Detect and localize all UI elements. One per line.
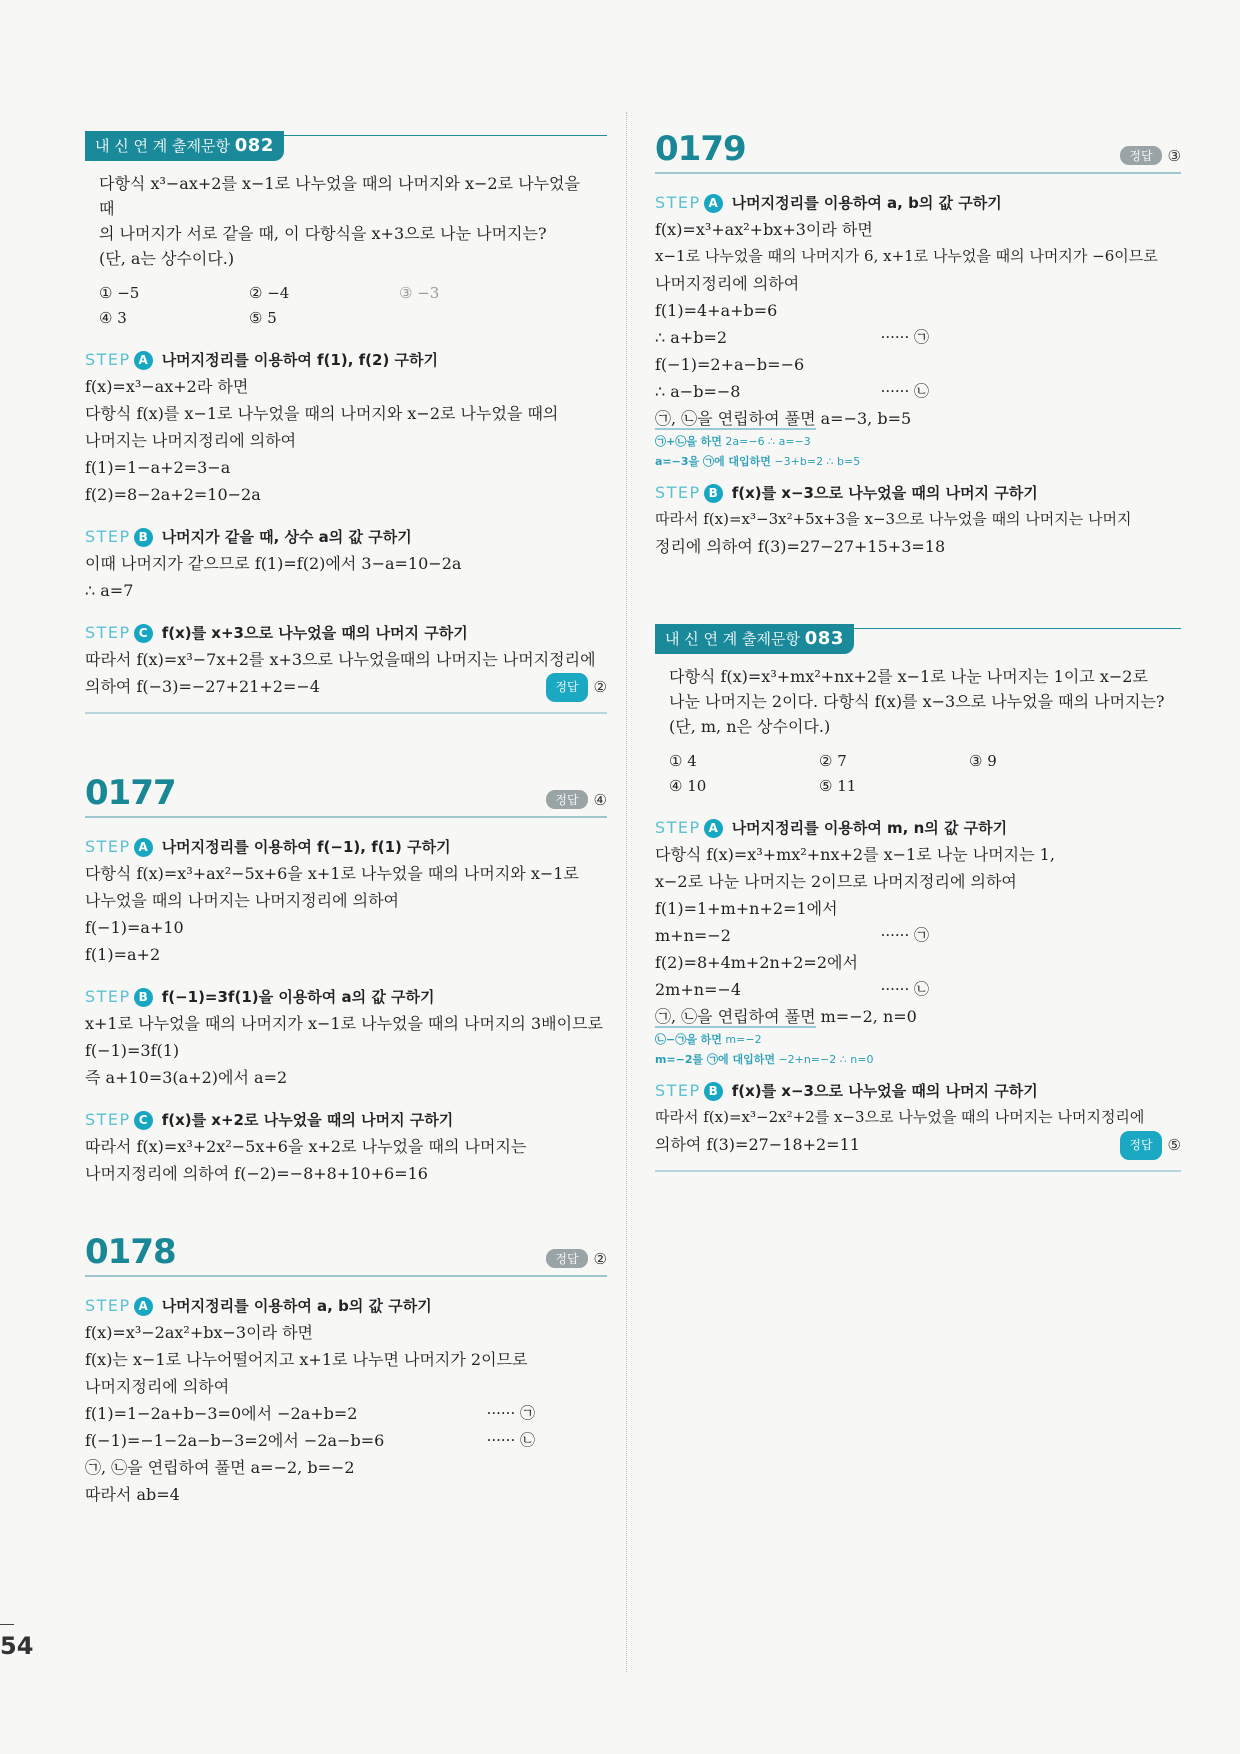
step-badge: C — [134, 624, 153, 643]
line-text: f(1)=4+a+b=6 — [655, 301, 778, 320]
step-word: STEP — [85, 987, 131, 1006]
answer-badge — [546, 673, 607, 702]
step-title: f(−1)=3f(1)을 이용하여 a의 값 구하기 — [161, 988, 435, 1006]
solution-line: f(2)=8−2a+2=10−2a — [85, 485, 261, 504]
solution-line: 이때 나머지가 같으므로 f(1)=f(2)에서 3−a=10−2a — [85, 554, 462, 573]
step-badge: A — [134, 838, 153, 857]
box-number: 082 — [234, 135, 274, 156]
step-word: STEP — [85, 1296, 131, 1315]
hint-note — [655, 1050, 1181, 1070]
line-text: f(1)=1−2a+b−3=0에서 −2a+b=2 — [85, 1404, 358, 1423]
line-text: f(x)는 x−1로 나누어떨어지고 x+1로 나누면 나머지가 2이므로 — [85, 1350, 528, 1369]
solution-line — [655, 922, 1181, 949]
box-number: 083 — [804, 628, 844, 649]
solution-line — [85, 1373, 607, 1400]
problem-line: 다항식 f(x)=x³+mx²+nx+2를 x−1로 나눈 나머지는 1이고 x−2로 — [669, 667, 1148, 686]
solution-line: f(1)=1−a+2=3−a — [85, 458, 231, 477]
hint-bold: ㉠+㉡을 하면 — [655, 435, 722, 448]
right-column — [655, 130, 1181, 1172]
solution-line: f(1)=a+2 — [85, 945, 161, 964]
solution-line — [85, 1400, 607, 1427]
problem-line: 의 나머지가 서로 같을 때, 이 다항식을 x+3으로 나눈 나머지는? — [99, 224, 547, 243]
problem-box-tag — [655, 624, 854, 654]
hint-text: −2+n=−2 ∴ n=0 — [774, 1053, 874, 1066]
line-text: f(2)=8+4m+2n+2=2에서 — [655, 953, 858, 972]
step-badge: A — [704, 819, 723, 838]
solution-line: 따라서 f(x)=x³−7x+2를 x+3으로 나누었을때의 나머지는 나머지정리에 — [85, 650, 596, 669]
step-badge: A — [704, 194, 723, 213]
solution-line — [655, 895, 1181, 922]
step-word: STEP — [655, 818, 701, 837]
problem-line: 나눈 나머지는 2이다. 다항식 f(x)를 x−3으로 나누었을 때의 나머지는? — [669, 692, 1165, 711]
answer-choices — [669, 749, 1171, 799]
solution-line: f(−1)=a+10 — [85, 918, 184, 937]
line-text: 2m+n=−4 — [655, 980, 742, 999]
solution-line: ∴ a=7 — [85, 581, 134, 600]
solution-line — [655, 351, 1181, 378]
solution-number: 0178 — [85, 1232, 176, 1272]
hint-bold: ㉡−㉠을 하면 — [655, 1033, 722, 1046]
highlighted-text: ㉠, ㉡을 연립하여 풀면 — [655, 409, 816, 428]
equation-marker: ······ ㉠ — [880, 926, 929, 944]
hint-note — [655, 452, 1181, 472]
left-column — [85, 135, 607, 1508]
problem-line: (단, m, n은 상수이다.) — [669, 717, 831, 736]
problem-box-083 — [655, 628, 1181, 1172]
line-text: x−1로 나누었을 때의 나머지가 6, x+1로 나누었을 때의 나머지가 −6이므로 — [655, 247, 1158, 265]
solution-0178 — [85, 1233, 607, 1508]
solution-line: 다항식 f(x)를 x−1로 나누었을 때의 나머지와 x−2로 나누었을 때의 — [85, 404, 559, 423]
solution-line — [655, 1003, 1181, 1030]
solution-number: 0179 — [655, 129, 746, 169]
answer-badge — [1120, 1131, 1181, 1160]
solution-line: f(x)=x³−ax+2라 하면 — [85, 377, 249, 396]
hint-text: 2a=−6 ∴ a=−3 — [721, 435, 811, 448]
step-heading-c — [85, 1107, 607, 1133]
step-word: STEP — [85, 527, 131, 546]
step-title: f(x)를 x+2로 나누었을 때의 나머지 구하기 — [161, 1111, 454, 1129]
solution-line — [85, 1427, 607, 1454]
step-heading-a — [655, 815, 1181, 841]
solution-line — [85, 1346, 607, 1373]
step-heading-a — [655, 190, 1181, 216]
step-title: f(x)를 x−3으로 나누었을 때의 나머지 구하기 — [731, 484, 1038, 502]
solution-line — [655, 270, 1181, 297]
hint-note — [655, 432, 1181, 452]
solution-0179 — [655, 130, 1181, 560]
box-label: 내 신 연 계 출제문항 — [665, 630, 800, 648]
line-text: f(−1)=2+a−b=−6 — [655, 355, 805, 374]
hint-bold: m=−2를 ㉠에 대입하면 — [655, 1053, 775, 1066]
answer-label: 정답 — [546, 790, 587, 809]
solution-line: f(−1)=3f(1) — [85, 1041, 180, 1060]
equation-marker: ······ ㉡ — [880, 980, 929, 998]
line-text: ∴ a+b=2 — [655, 328, 728, 347]
equation-marker: ······ ㉠ — [486, 1404, 535, 1422]
solution-line — [655, 216, 1181, 243]
step-badge: B — [704, 484, 723, 503]
solution-0177 — [85, 774, 607, 1187]
line-text: 의하여 f(3)=27−18+2=11 — [655, 1135, 860, 1154]
choice-5: ⑤ 5 — [249, 309, 277, 327]
choice-1: ① 4 — [669, 752, 697, 770]
line-text: m=−2, n=0 — [815, 1007, 917, 1026]
step-word: STEP — [655, 1081, 701, 1100]
step-heading-a — [85, 347, 607, 373]
answer-value: ② — [593, 678, 607, 696]
choice-4: ④ 10 — [669, 777, 707, 795]
solution-line — [655, 976, 1181, 1003]
step-heading-a — [85, 834, 607, 860]
line-text: m+n=−2 — [655, 926, 731, 945]
step-word: STEP — [655, 193, 701, 212]
column-divider — [626, 112, 627, 1672]
solution-line: 다항식 f(x)=x³+ax²−5x+6을 x+1로 나누었을 때의 나머지와 x−1로 — [85, 864, 579, 883]
problem-box-tag — [85, 131, 284, 161]
solution-header — [655, 130, 1181, 174]
step-badge: C — [134, 1111, 153, 1130]
choice-2: ② 7 — [819, 752, 847, 770]
line-text: ∴ a−b=−8 — [655, 382, 741, 401]
problem-box-082 — [85, 135, 607, 714]
line-text: 나머지정리에 의하여 — [85, 1377, 230, 1396]
step-heading-b — [655, 480, 1181, 506]
solution-line: 즉 a+10=3(a+2)에서 a=2 — [85, 1068, 288, 1087]
solution-line — [85, 673, 607, 700]
step-word: STEP — [85, 623, 131, 642]
solution-line — [655, 297, 1181, 324]
step-title: 나머지가 같을 때, 상수 a의 값 구하기 — [161, 528, 412, 546]
solution-line — [655, 378, 1181, 405]
equation-marker: ······ ㉡ — [880, 382, 929, 400]
solution-line — [655, 1131, 1181, 1158]
solution-line — [655, 868, 1181, 895]
step-heading-b — [85, 984, 607, 1010]
answer-label: 정답 — [1120, 146, 1161, 165]
hint-text: −3+b=2 ∴ b=5 — [770, 455, 861, 468]
step-heading-b — [655, 1078, 1181, 1104]
line-text: f(x)=x³+ax²+bx+3이라 하면 — [655, 220, 873, 239]
answer-badge — [1120, 146, 1181, 165]
step-word: STEP — [85, 350, 131, 369]
solution-number: 0177 — [85, 773, 176, 813]
solution-line: 나머지정리에 의하여 f(−2)=−8+8+10+6=16 — [85, 1164, 428, 1183]
solution-line: 나누었을 때의 나머지는 나머지정리에 의하여 — [85, 891, 400, 910]
answer-badge — [546, 790, 607, 809]
step-badge: A — [134, 351, 153, 370]
answer-label: 정답 — [1120, 1131, 1161, 1160]
choice-4: ④ 3 — [99, 309, 127, 327]
step-heading-c — [85, 620, 607, 646]
solution-line: x+1로 나누었을 때의 나머지가 x−1로 나누었을 때의 나머지의 3배이므로 — [85, 1014, 603, 1033]
solution-line — [85, 1319, 607, 1346]
step-badge: B — [704, 1082, 723, 1101]
solution-line — [655, 243, 1181, 270]
solution-line — [85, 1481, 607, 1508]
answer-badge — [546, 1249, 607, 1268]
step-heading-b — [85, 524, 607, 550]
line-text: f(−1)=−1−2a−b−3=2에서 −2a−b=6 — [85, 1431, 385, 1450]
solution-line: 나머지는 나머지정리에 의하여 — [85, 431, 297, 450]
answer-value: ⑤ — [1167, 1136, 1181, 1154]
hint-bold: a=−3을 ㉠에 대입하면 — [655, 455, 771, 468]
choice-2: ② −4 — [249, 284, 290, 302]
solution-line — [655, 841, 1181, 868]
solution-header — [85, 774, 607, 818]
line-text: x−2로 나눈 나머지는 2이므로 나머지정리에 의하여 — [655, 872, 1017, 891]
answer-value: ③ — [1167, 146, 1181, 165]
problem-line: 다항식 x³−ax+2를 x−1로 나누었을 때의 나머지와 x−2로 나누었을 때 — [99, 174, 580, 218]
line-text: 나머지정리에 의하여 — [655, 274, 800, 293]
choice-3: ③ −3 — [399, 284, 440, 302]
answer-choices — [99, 281, 597, 331]
solution-line — [655, 949, 1181, 976]
page-number: 54 — [0, 1632, 34, 1660]
step-word: STEP — [85, 1110, 131, 1129]
solution-line — [85, 1454, 607, 1481]
solution-line — [655, 405, 1181, 432]
line-text: f(1)=1+m+n+2=1에서 — [655, 899, 838, 918]
line-text: 따라서 ab=4 — [85, 1485, 180, 1504]
solution-header — [85, 1233, 607, 1277]
solution-line: 따라서 f(x)=x³−3x²+5x+3을 x−3으로 나누었을 때의 나머지는 나머지 — [655, 510, 1132, 528]
hint-note — [655, 1030, 1181, 1050]
step-badge: B — [134, 988, 153, 1007]
equation-marker: ······ ㉠ — [880, 328, 929, 346]
line-text: f(x)=x³−2ax²+bx−3이라 하면 — [85, 1323, 314, 1342]
step-word: STEP — [85, 837, 131, 856]
step-badge: A — [134, 1297, 153, 1316]
problem-line: (단, a는 상수이다.) — [99, 249, 235, 268]
box-label: 내 신 연 계 출제문항 — [95, 137, 230, 155]
step-title: 나머지정리를 이용하여 a, b의 값 구하기 — [731, 194, 1002, 212]
solution-line — [655, 324, 1181, 351]
solution-line: 따라서 f(x)=x³+2x²−5x+6을 x+2로 나누었을 때의 나머지는 — [85, 1137, 527, 1156]
hint-text: m=−2 — [721, 1033, 762, 1046]
step-badge: B — [134, 528, 153, 547]
line-text: 다항식 f(x)=x³+mx²+nx+2를 x−1로 나눈 나머지는 1, — [655, 845, 1055, 864]
equation-marker: ······ ㉡ — [486, 1431, 535, 1449]
step-word: STEP — [655, 483, 701, 502]
page-number-rule — [0, 1624, 14, 1625]
solution-line: 따라서 f(x)=x³−2x²+2를 x−3으로 나누었을 때의 나머지는 나머지정리에 — [655, 1108, 1145, 1126]
choice-1: ① −5 — [99, 284, 140, 302]
step-title: 나머지정리를 이용하여 a, b의 값 구하기 — [161, 1297, 432, 1315]
step-heading-a — [85, 1293, 607, 1319]
step-title: 나머지정리를 이용하여 f(1), f(2) 구하기 — [161, 351, 438, 369]
answer-value: ② — [593, 1249, 607, 1268]
step-title: f(x)를 x+3으로 나누었을 때의 나머지 구하기 — [161, 624, 468, 642]
line-text: a=−3, b=5 — [815, 409, 912, 428]
answer-label: 정답 — [546, 1249, 587, 1268]
solution-line: 정리에 의하여 f(3)=27−27+15+3=18 — [655, 537, 946, 556]
answer-value: ④ — [593, 790, 607, 809]
answer-label: 정답 — [546, 673, 587, 702]
choice-3: ③ 9 — [969, 752, 997, 770]
step-title: 나머지정리를 이용하여 m, n의 값 구하기 — [731, 819, 1008, 837]
step-title: f(x)를 x−3으로 나누었을 때의 나머지 구하기 — [731, 1082, 1038, 1100]
highlighted-text: ㉠, ㉡을 연립하여 풀면 — [655, 1007, 816, 1026]
step-title: 나머지정리를 이용하여 f(−1), f(1) 구하기 — [161, 838, 451, 856]
solution-line-text: 의하여 f(−3)=−27+21+2=−4 — [85, 677, 320, 696]
choice-5: ⑤ 11 — [819, 777, 857, 795]
line-text: ㉠, ㉡을 연립하여 풀면 a=−2, b=−2 — [85, 1458, 355, 1477]
